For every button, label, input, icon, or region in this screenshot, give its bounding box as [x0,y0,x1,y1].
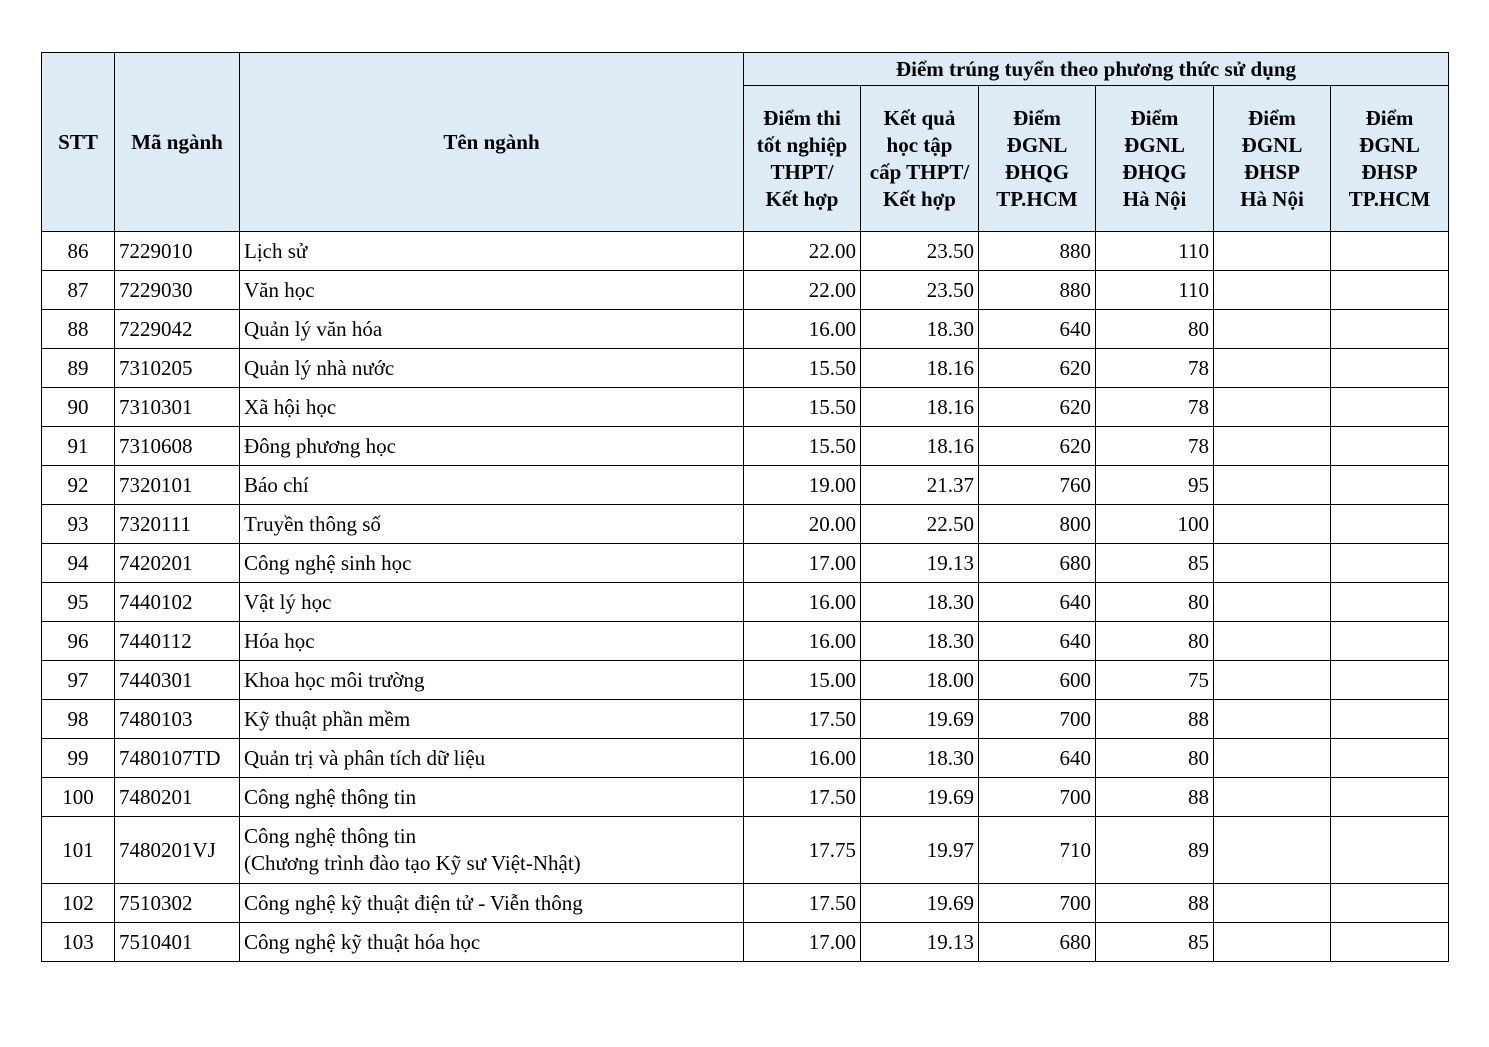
cell-dhsp-hcm [1331,700,1449,739]
cell-stt: 101 [42,817,115,884]
table-row [42,271,1449,310]
cell-code: 7480107TD [115,739,240,778]
cell-code: 7440102 [115,583,240,622]
cell-dhsp-hcm [1331,817,1449,884]
cell-code: 7480201VJ [115,817,240,884]
cell-hocba: 23.50 [861,271,979,310]
cell-dgnl-hn: 75 [1096,661,1214,700]
cell-dhsp-hn [1214,232,1331,271]
cell-code: 7310608 [115,427,240,466]
cell-thpt: 16.00 [744,310,861,349]
cell-thpt: 15.00 [744,661,861,700]
cell-stt: 99 [42,739,115,778]
cell-dgnl-hn: 80 [1096,622,1214,661]
cell-dgnl-hcm: 640 [979,310,1096,349]
cell-hocba: 19.97 [861,817,979,884]
cell-dgnl-hcm: 700 [979,778,1096,817]
cell-name: Hóa học [240,622,744,661]
cell-thpt: 17.50 [744,884,861,923]
cell-name: Kỹ thuật phần mềm [240,700,744,739]
cell-thpt: 22.00 [744,271,861,310]
cell-code: 7480103 [115,700,240,739]
table-row [42,778,1449,817]
cell-dgnl-hn: 85 [1096,923,1214,962]
cell-thpt: 15.50 [744,427,861,466]
cell-hocba: 18.30 [861,622,979,661]
cell-name: Công nghệ kỹ thuật điện tử - Viễn thông [240,884,744,923]
cell-code: 7229042 [115,310,240,349]
cell-hocba: 22.50 [861,505,979,544]
cell-dgnl-hn: 80 [1096,310,1214,349]
cell-name: Xã hội học [240,388,744,427]
table-row [42,583,1449,622]
cell-stt: 91 [42,427,115,466]
table-row [42,700,1449,739]
cell-hocba: 19.69 [861,778,979,817]
cell-dhsp-hcm [1331,884,1449,923]
cell-name: Quản trị và phân tích dữ liệu [240,739,744,778]
table-body [42,232,1449,962]
cell-dgnl-hn: 89 [1096,817,1214,884]
table-row [42,622,1449,661]
cell-dhsp-hn [1214,622,1331,661]
cell-dhsp-hn [1214,739,1331,778]
cell-hocba: 18.30 [861,583,979,622]
cell-dhsp-hn [1214,923,1331,962]
cell-hocba: 19.13 [861,544,979,583]
cell-dgnl-hcm: 640 [979,622,1096,661]
cell-name: Truyền thông số [240,505,744,544]
cell-stt: 102 [42,884,115,923]
cell-thpt: 16.00 [744,583,861,622]
cell-dgnl-hcm: 680 [979,923,1096,962]
cell-dgnl-hcm: 640 [979,739,1096,778]
cell-stt: 89 [42,349,115,388]
cell-code: 7229030 [115,271,240,310]
cell-name: Công nghệ sinh học [240,544,744,583]
cell-name: Công nghệ kỹ thuật hóa học [240,923,744,962]
cell-dhsp-hn [1214,700,1331,739]
header-dhsp-hcm: Điểm ĐGNL ĐHSP TP.HCM [1331,86,1449,232]
cell-dhsp-hcm [1331,232,1449,271]
cell-dgnl-hn: 95 [1096,466,1214,505]
cell-dhsp-hn [1214,271,1331,310]
cell-dhsp-hn [1214,310,1331,349]
cell-dhsp-hn [1214,661,1331,700]
header-name: Tên ngành [240,53,744,232]
cell-stt: 95 [42,583,115,622]
table-row [42,349,1449,388]
cell-code: 7440301 [115,661,240,700]
cell-name: Công nghệ thông tin [240,778,744,817]
cell-dhsp-hcm [1331,544,1449,583]
cell-dgnl-hcm: 880 [979,232,1096,271]
cell-hocba: 18.30 [861,739,979,778]
cell-stt: 90 [42,388,115,427]
cell-name: Lịch sử [240,232,744,271]
cell-code: 7440112 [115,622,240,661]
cell-dgnl-hn: 78 [1096,388,1214,427]
cell-dgnl-hn: 78 [1096,349,1214,388]
cell-dgnl-hn: 85 [1096,544,1214,583]
cell-thpt: 15.50 [744,349,861,388]
cell-thpt: 19.00 [744,466,861,505]
cell-dgnl-hn: 80 [1096,739,1214,778]
cell-dhsp-hn [1214,884,1331,923]
cell-dhsp-hcm [1331,739,1449,778]
cell-code: 7510401 [115,923,240,962]
cell-dgnl-hcm: 620 [979,349,1096,388]
cell-dhsp-hcm [1331,778,1449,817]
cell-thpt: 20.00 [744,505,861,544]
cell-stt: 93 [42,505,115,544]
cell-code: 7320101 [115,466,240,505]
cell-dgnl-hn: 80 [1096,583,1214,622]
cell-dhsp-hn [1214,544,1331,583]
table-row [42,544,1449,583]
cell-code: 7480201 [115,778,240,817]
cell-dhsp-hcm [1331,349,1449,388]
header-stt: STT [42,53,115,232]
cell-dgnl-hn: 110 [1096,232,1214,271]
table-row [42,505,1449,544]
cell-dgnl-hn: 100 [1096,505,1214,544]
cell-name: Quản lý văn hóa [240,310,744,349]
cell-dhsp-hn [1214,388,1331,427]
cell-stt: 94 [42,544,115,583]
cell-stt: 98 [42,700,115,739]
table-row [42,661,1449,700]
table-row [42,427,1449,466]
cell-dhsp-hcm [1331,427,1449,466]
cell-thpt: 16.00 [744,739,861,778]
cell-code: 7510302 [115,884,240,923]
cell-thpt: 17.50 [744,778,861,817]
admission-scores-table [41,52,1449,962]
cell-code: 7420201 [115,544,240,583]
cell-dgnl-hcm: 600 [979,661,1096,700]
cell-dhsp-hn [1214,778,1331,817]
table-row [42,923,1449,962]
cell-hocba: 19.13 [861,923,979,962]
cell-dgnl-hn: 110 [1096,271,1214,310]
cell-hocba: 18.16 [861,349,979,388]
table-row [42,739,1449,778]
cell-thpt: 17.00 [744,923,861,962]
cell-dgnl-hcm: 640 [979,583,1096,622]
cell-thpt: 17.00 [744,544,861,583]
cell-name: Văn học [240,271,744,310]
cell-dhsp-hn [1214,349,1331,388]
cell-name: Đông phương học [240,427,744,466]
cell-hocba: 19.69 [861,700,979,739]
table-row [42,232,1449,271]
cell-dgnl-hcm: 700 [979,884,1096,923]
cell-dhsp-hcm [1331,505,1449,544]
cell-stt: 103 [42,923,115,962]
table-row [42,388,1449,427]
cell-name: Vật lý học [240,583,744,622]
table-row [42,310,1449,349]
header-dgnl-hn: Điểm ĐGNL ĐHQG Hà Nội [1096,86,1214,232]
cell-dhsp-hcm [1331,271,1449,310]
cell-code: 7229010 [115,232,240,271]
cell-stt: 96 [42,622,115,661]
cell-dhsp-hcm [1331,622,1449,661]
table-header [42,53,1449,232]
cell-hocba: 19.69 [861,884,979,923]
cell-dgnl-hcm: 680 [979,544,1096,583]
header-dhsp-hn: Điểm ĐGNL ĐHSP Hà Nội [1214,86,1331,232]
cell-hocba: 21.37 [861,466,979,505]
header-dgnl-hcm: Điểm ĐGNL ĐHQG TP.HCM [979,86,1096,232]
cell-thpt: 16.00 [744,622,861,661]
cell-name: Báo chí [240,466,744,505]
cell-dgnl-hcm: 760 [979,466,1096,505]
table-row [42,884,1449,923]
cell-code: 7310205 [115,349,240,388]
table-row [42,817,1449,884]
cell-hocba: 18.16 [861,388,979,427]
cell-hocba: 18.30 [861,310,979,349]
cell-thpt: 22.00 [744,232,861,271]
header-thpt: Điểm thi tốt nghiệp THPT/ Kết hợp [744,86,861,232]
cell-thpt: 17.75 [744,817,861,884]
cell-hocba: 18.16 [861,427,979,466]
cell-hocba: 18.00 [861,661,979,700]
cell-stt: 97 [42,661,115,700]
cell-dgnl-hn: 78 [1096,427,1214,466]
cell-dgnl-hcm: 700 [979,700,1096,739]
cell-thpt: 17.50 [744,700,861,739]
cell-stt: 92 [42,466,115,505]
cell-dhsp-hcm [1331,388,1449,427]
cell-dhsp-hn [1214,427,1331,466]
cell-dhsp-hn [1214,583,1331,622]
cell-dgnl-hcm: 620 [979,388,1096,427]
cell-dgnl-hn: 88 [1096,884,1214,923]
cell-name: Khoa học môi trường [240,661,744,700]
cell-stt: 88 [42,310,115,349]
cell-dgnl-hn: 88 [1096,778,1214,817]
cell-dhsp-hn [1214,466,1331,505]
cell-stt: 87 [42,271,115,310]
table-row [42,466,1449,505]
header-code: Mã ngành [115,53,240,232]
cell-dhsp-hcm [1331,661,1449,700]
cell-dhsp-hcm [1331,466,1449,505]
header-group: Điểm trúng tuyển theo phương thức sử dụng [744,53,1449,86]
cell-dgnl-hcm: 620 [979,427,1096,466]
cell-stt: 100 [42,778,115,817]
cell-hocba: 23.50 [861,232,979,271]
cell-name: Công nghệ thông tin (Chương trình đào tạo Kỹ sư Việt-Nhật) [240,817,744,884]
cell-code: 7320111 [115,505,240,544]
cell-stt: 86 [42,232,115,271]
cell-name: Quản lý nhà nước [240,349,744,388]
cell-dgnl-hn: 88 [1096,700,1214,739]
cell-thpt: 15.50 [744,388,861,427]
cell-dhsp-hn [1214,817,1331,884]
cell-dgnl-hcm: 710 [979,817,1096,884]
cell-dhsp-hn [1214,505,1331,544]
cell-dhsp-hcm [1331,310,1449,349]
cell-dgnl-hcm: 880 [979,271,1096,310]
cell-dgnl-hcm: 800 [979,505,1096,544]
cell-dhsp-hcm [1331,583,1449,622]
header-hocba: Kết quả học tập cấp THPT/ Kết hợp [861,86,979,232]
cell-code: 7310301 [115,388,240,427]
cell-dhsp-hcm [1331,923,1449,962]
